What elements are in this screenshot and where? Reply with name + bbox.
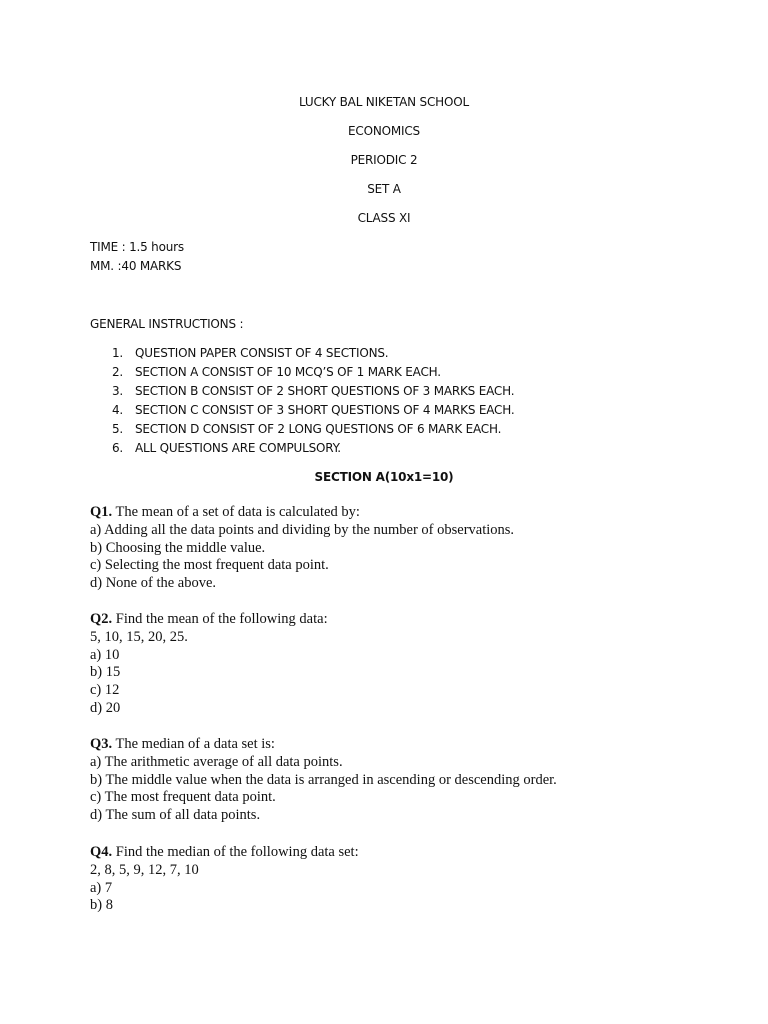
- question-number: Q2.: [90, 611, 113, 627]
- answer-option: d) None of the above.: [90, 575, 217, 592]
- instruction-text: SECTION C CONSIST OF 3 SHORT QUESTIONS OF 4 MARKS EACH.: [135, 403, 515, 417]
- answer-option: d) 20: [90, 699, 121, 716]
- max-marks-label: MM. :40 MARKS: [90, 259, 182, 273]
- exam-title: PERIODIC 2: [350, 153, 418, 167]
- question-data: 2, 8, 5, 9, 12, 7, 10: [90, 861, 199, 878]
- question-number: Q4.: [90, 844, 113, 860]
- question-text: The mean of a set of data is calculated by:: [112, 504, 360, 520]
- answer-option: d) The sum of all data points.: [90, 807, 261, 824]
- answer-option: a) 7: [90, 879, 113, 896]
- instruction-text: ALL QUESTIONS ARE COMPULSORY.: [135, 441, 341, 455]
- question-stem: [90, 611, 730, 629]
- instruction-number: 4.: [111, 403, 123, 417]
- instruction-item: [90, 346, 690, 360]
- instructions-title: GENERAL INSTRUCTIONS :: [90, 317, 244, 331]
- question-number: Q3.: [90, 736, 113, 752]
- instruction-number: 3.: [111, 384, 123, 398]
- instruction-item: [90, 422, 690, 436]
- question-3: [90, 736, 730, 825]
- answer-option: c) 12: [90, 682, 120, 699]
- instruction-item: [90, 441, 690, 455]
- answer-option: c) The most frequent data point.: [90, 789, 276, 806]
- answer-option: c) Selecting the most frequent data point.: [90, 557, 329, 574]
- set-label: SET A: [367, 182, 401, 196]
- question-stem: [90, 844, 730, 862]
- instruction-item: [90, 384, 690, 398]
- question-number: Q1.: [90, 504, 113, 520]
- answer-option: a) 10: [90, 646, 120, 663]
- school-name: LUCKY BAL NIKETAN SCHOOL: [299, 95, 469, 109]
- instruction-number: 2.: [111, 365, 123, 379]
- question-text: Find the median of the following data set:: [112, 844, 359, 860]
- question-stem: [90, 504, 730, 522]
- instruction-item: [90, 403, 690, 417]
- answer-option: b) 8: [90, 897, 113, 914]
- question-text: The median of a data set is:: [112, 736, 275, 752]
- instruction-number: 1.: [111, 346, 123, 360]
- question-4: [90, 844, 730, 915]
- section-a-title: SECTION A(10x1=10): [314, 470, 454, 484]
- instruction-number: 6.: [111, 441, 123, 455]
- instruction-text: SECTION A CONSIST OF 10 MCQ’S OF 1 MARK EACH.: [135, 365, 441, 379]
- question-2: [90, 611, 730, 718]
- question-text: Find the mean of the following data:: [112, 611, 328, 627]
- answer-option: a) The arithmetic average of all data points.: [90, 753, 343, 770]
- instruction-text: SECTION B CONSIST OF 2 SHORT QUESTIONS OF 3 MARKS EACH.: [135, 384, 515, 398]
- answer-option: b) 15: [90, 664, 121, 681]
- time-label: TIME : 1.5 hours: [90, 240, 184, 254]
- instruction-item: [90, 365, 690, 379]
- instruction-text: QUESTION PAPER CONSIST OF 4 SECTIONS.: [135, 346, 389, 360]
- answer-option: b) The middle value when the data is arranged in ascending or descending order.: [90, 771, 557, 788]
- answer-option: a) Adding all the data points and dividing by the number of observations.: [90, 521, 515, 538]
- subject-title: ECONOMICS: [348, 124, 420, 138]
- question-data: 5, 10, 15, 20, 25.: [90, 628, 188, 645]
- answer-option: b) Choosing the middle value.: [90, 539, 266, 556]
- instruction-number: 5.: [111, 422, 123, 436]
- class-label: CLASS XI: [357, 211, 411, 225]
- question-1: [90, 504, 730, 593]
- question-stem: [90, 736, 730, 754]
- instruction-text: SECTION D CONSIST OF 2 LONG QUESTIONS OF 6 MARK EACH.: [135, 422, 502, 436]
